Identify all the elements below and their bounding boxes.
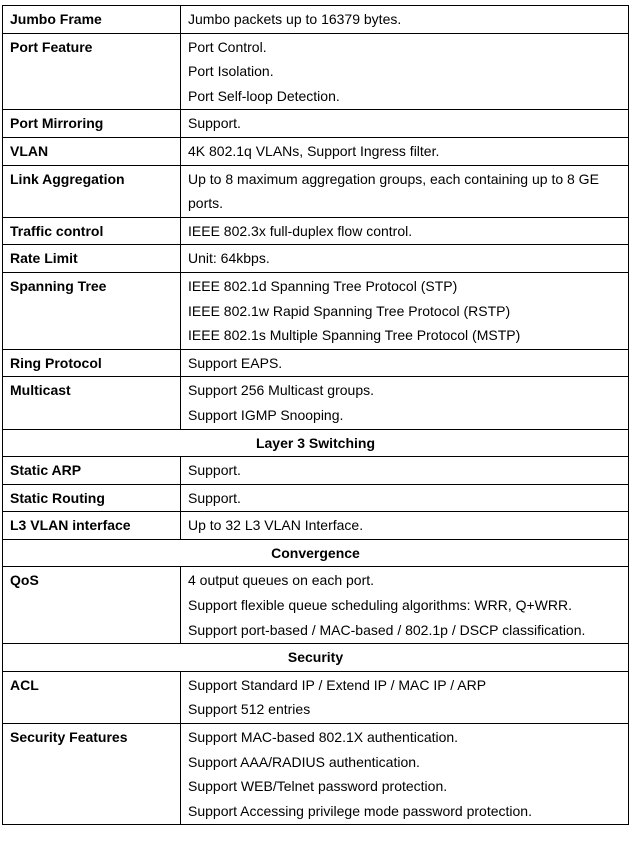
- spec-row: [3, 724, 629, 825]
- spec-row: [3, 137, 629, 165]
- spec-value-line: Port Self-loop Detection.: [188, 87, 340, 104]
- spec-value-line: Port Isolation.: [188, 63, 274, 80]
- spec-row: [3, 457, 629, 485]
- spec-row: [3, 245, 629, 273]
- spec-value: [181, 137, 629, 165]
- spec-name: ACL: [3, 671, 181, 723]
- spec-value-line: Support MAC-based 802.1X authentication.: [188, 729, 459, 746]
- spec-row: [3, 349, 629, 377]
- spec-name: Rate Limit: [3, 245, 181, 273]
- spec-row: [3, 377, 629, 429]
- spec-value: [181, 110, 629, 138]
- spec-value-line: Support.: [188, 489, 241, 506]
- spec-value-line: Up to 32 L3 VLAN Interface.: [188, 517, 364, 534]
- spec-value: [181, 484, 629, 512]
- spec-name: Spanning Tree: [3, 272, 181, 349]
- spec-name: L3 VLAN interface: [3, 512, 181, 540]
- spec-value-line: IEEE 802.1d Spanning Tree Protocol (STP): [188, 277, 458, 294]
- section-title: Convergence: [3, 539, 629, 567]
- section-header-row: [3, 539, 629, 567]
- spec-table-body: [3, 6, 629, 825]
- spec-value-line: Unit: 64kbps.: [188, 250, 270, 267]
- spec-value-line: IEEE 802.1s Multiple Spanning Tree Protocol (MSTP): [188, 327, 521, 344]
- spec-value-line: Support 512 entries: [188, 701, 311, 718]
- spec-value: [181, 724, 629, 825]
- spec-value-line: Support Standard IP / Extend IP / MAC IP / ARP: [188, 676, 487, 693]
- spec-name: Port Mirroring: [3, 110, 181, 138]
- spec-row: [3, 165, 629, 217]
- spec-value: [181, 245, 629, 273]
- spec-value: [181, 512, 629, 540]
- spec-row: [3, 33, 629, 110]
- spec-value: [181, 457, 629, 485]
- spec-value: [181, 217, 629, 245]
- spec-name: Link Aggregation: [3, 165, 181, 217]
- spec-value-line: 4 output queues on each port.: [188, 572, 375, 589]
- spec-value-line: Up to 8 maximum aggregation groups, each containing up to 8 GE ports.: [188, 170, 599, 212]
- spec-row: [3, 110, 629, 138]
- spec-row: [3, 671, 629, 723]
- spec-name: Static Routing: [3, 484, 181, 512]
- spec-row: [3, 6, 629, 34]
- spec-value: [181, 567, 629, 644]
- spec-value: [181, 671, 629, 723]
- spec-value-line: Support.: [188, 115, 241, 132]
- spec-value-line: 4K 802.1q VLANs, Support Ingress filter.: [188, 142, 440, 159]
- spec-name: VLAN: [3, 137, 181, 165]
- spec-name: Port Feature: [3, 33, 181, 110]
- spec-row: [3, 272, 629, 349]
- spec-value-line: Support Accessing privilege mode password protection.: [188, 802, 532, 819]
- spec-value: [181, 6, 629, 34]
- spec-value-line: Support port-based / MAC-based / 802.1p / DSCP classification.: [188, 621, 586, 638]
- spec-name: Multicast: [3, 377, 181, 429]
- spec-name: Security Features: [3, 724, 181, 825]
- spec-value-line: Support flexible queue scheduling algorithms: WRR, Q+WRR.: [188, 597, 573, 614]
- spec-value-line: Support WEB/Telnet password protection.: [188, 778, 448, 795]
- spec-value: [181, 377, 629, 429]
- spec-value-line: Support IGMP Snooping.: [188, 406, 344, 423]
- spec-row: [3, 217, 629, 245]
- section-title: Security: [3, 644, 629, 672]
- spec-name: QoS: [3, 567, 181, 644]
- spec-value: [181, 272, 629, 349]
- spec-value-line: Support 256 Multicast groups.: [188, 382, 374, 399]
- spec-value: [181, 349, 629, 377]
- spec-name: Jumbo Frame: [3, 6, 181, 34]
- section-header-row: [3, 644, 629, 672]
- spec-table: [2, 5, 629, 825]
- spec-value-line: IEEE 802.3x full-duplex flow control.: [188, 222, 413, 239]
- section-title: Layer 3 Switching: [3, 429, 629, 457]
- spec-value: [181, 33, 629, 110]
- spec-row: [3, 512, 629, 540]
- spec-name: Static ARP: [3, 457, 181, 485]
- spec-name: Ring Protocol: [3, 349, 181, 377]
- spec-value-line: Jumbo packets up to 16379 bytes.: [188, 11, 402, 27]
- spec-name: Traffic control: [3, 217, 181, 245]
- spec-value-line: IEEE 802.1w Rapid Spanning Tree Protocol (RSTP): [188, 302, 511, 319]
- spec-row: [3, 567, 629, 644]
- spec-value-line: Support AAA/RADIUS authentication.: [188, 753, 420, 770]
- spec-value-line: Port Control.: [188, 38, 267, 55]
- spec-value-line: Support EAPS.: [188, 354, 283, 371]
- spec-value: [181, 165, 629, 217]
- spec-row: [3, 484, 629, 512]
- spec-value-line: Support.: [188, 462, 241, 479]
- section-header-row: [3, 429, 629, 457]
